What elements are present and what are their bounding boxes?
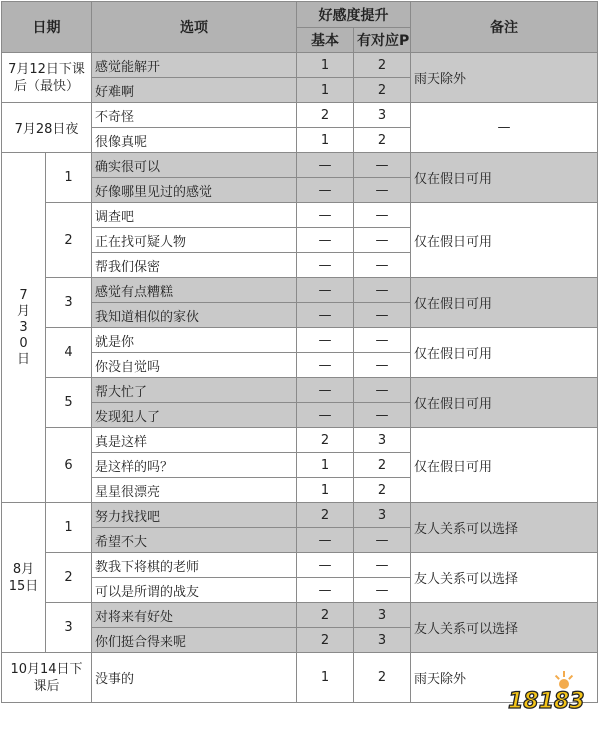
remark-cell: 仅在假日可用 <box>411 203 598 278</box>
matching-cell: — <box>354 378 411 403</box>
matching-cell: — <box>354 253 411 278</box>
sub-number: 6 <box>46 428 92 503</box>
remark-cell: 仅在假日可用 <box>411 278 598 328</box>
option-cell: 对将来有好处 <box>92 603 297 628</box>
remark-cell: — <box>411 103 598 153</box>
date-cell: 7月30日 <box>2 153 46 503</box>
option-cell: 你们挺合得来呢 <box>92 628 297 653</box>
basic-cell: 2 <box>297 428 354 453</box>
option-cell: 希望不大 <box>92 528 297 553</box>
basic-cell: — <box>297 303 354 328</box>
option-cell: 我知道相似的家伙 <box>92 303 297 328</box>
option-cell: 好像哪里见过的感觉 <box>92 178 297 203</box>
option-cell: 可以是所谓的战友 <box>92 578 297 603</box>
date-cell: 7月12日下课后（最快） <box>2 53 92 103</box>
option-cell: 就是你 <box>92 328 297 353</box>
sub-number: 2 <box>46 553 92 603</box>
matching-cell: — <box>354 178 411 203</box>
option-cell: 是这样的吗？ <box>92 453 297 478</box>
option-cell: 真是这样 <box>92 428 297 453</box>
header-basic: 基本 <box>297 28 354 53</box>
affinity-table <box>1 1 598 703</box>
header-remark: 备注 <box>411 2 598 53</box>
matching-cell: — <box>354 553 411 578</box>
basic-cell: 1 <box>297 453 354 478</box>
basic-cell: 1 <box>297 478 354 503</box>
option-cell: 教我下将棋的老师 <box>92 553 297 578</box>
remark-cell: 友人关系可以选择 <box>411 603 598 653</box>
remark-cell: 仅在假日可用 <box>411 153 598 203</box>
remark-cell: 友人关系可以选择 <box>411 503 598 553</box>
basic-cell: — <box>297 228 354 253</box>
matching-cell: — <box>354 528 411 553</box>
matching-cell: — <box>354 403 411 428</box>
basic-cell: — <box>297 178 354 203</box>
logo-sun-icon <box>555 671 573 689</box>
matching-cell: 2 <box>354 128 411 153</box>
matching-cell: 3 <box>354 103 411 128</box>
sub-number: 3 <box>46 278 92 328</box>
matching-cell: 2 <box>354 78 411 103</box>
basic-cell: — <box>297 578 354 603</box>
basic-cell: — <box>297 278 354 303</box>
matching-cell: 2 <box>354 453 411 478</box>
option-cell: 没事的 <box>92 653 297 703</box>
option-cell: 帮大忙了 <box>92 378 297 403</box>
option-cell: 不奇怪 <box>92 103 297 128</box>
option-cell: 正在找可疑人物 <box>92 228 297 253</box>
matching-cell: — <box>354 578 411 603</box>
matching-cell: — <box>354 203 411 228</box>
header-affinity: 好感度提升 <box>297 2 411 28</box>
date-cell: 10月14日下课后 <box>2 653 92 703</box>
remark-cell: 雨天除外 <box>411 53 598 103</box>
matching-cell: — <box>354 278 411 303</box>
basic-cell: 1 <box>297 53 354 78</box>
matching-cell: 2 <box>354 53 411 78</box>
sub-number: 4 <box>46 328 92 378</box>
remark-cell: 仅在假日可用 <box>411 328 598 378</box>
remark-cell: 仅在假日可用 <box>411 428 598 503</box>
remark-cell: 雨天除外 <box>411 653 598 703</box>
basic-cell: 1 <box>297 653 354 703</box>
sub-number: 1 <box>46 503 92 553</box>
basic-cell: 2 <box>297 603 354 628</box>
basic-cell: — <box>297 353 354 378</box>
logo-text: 18183 <box>508 689 585 714</box>
basic-cell: — <box>297 403 354 428</box>
matching-cell: 3 <box>354 428 411 453</box>
basic-cell: 1 <box>297 78 354 103</box>
remark-cell: 友人关系可以选择 <box>411 553 598 603</box>
option-cell: 你没自觉吗 <box>92 353 297 378</box>
option-cell: 好难啊 <box>92 78 297 103</box>
remark-cell: 仅在假日可用 <box>411 378 598 428</box>
matching-cell: 2 <box>354 478 411 503</box>
matching-cell: — <box>354 303 411 328</box>
matching-cell: 3 <box>354 503 411 528</box>
option-cell: 星星很漂亮 <box>92 478 297 503</box>
watermark-logo-icon <box>504 670 586 716</box>
option-cell: 确实很可以 <box>92 153 297 178</box>
sub-number: 5 <box>46 378 92 428</box>
basic-cell: — <box>297 553 354 578</box>
matching-cell: 3 <box>354 603 411 628</box>
basic-cell: — <box>297 203 354 228</box>
sub-number: 1 <box>46 153 92 203</box>
option-cell: 感觉有点糟糕 <box>92 278 297 303</box>
header-option: 选项 <box>92 2 297 53</box>
basic-cell: — <box>297 328 354 353</box>
date-cell: 8月15日 <box>2 503 46 653</box>
basic-cell: — <box>297 253 354 278</box>
option-cell: 感觉能解开 <box>92 53 297 78</box>
matching-cell: 2 <box>354 653 411 703</box>
basic-cell: — <box>297 153 354 178</box>
matching-cell: — <box>354 328 411 353</box>
matching-cell: — <box>354 353 411 378</box>
option-cell: 很像真呢 <box>92 128 297 153</box>
option-cell: 努力找找吧 <box>92 503 297 528</box>
matching-cell: — <box>354 228 411 253</box>
option-cell: 调查吧 <box>92 203 297 228</box>
matching-cell: 3 <box>354 628 411 653</box>
sub-number: 2 <box>46 203 92 278</box>
matching-cell: — <box>354 153 411 178</box>
basic-cell: — <box>297 528 354 553</box>
basic-cell: — <box>297 378 354 403</box>
option-cell: 发现犯人了 <box>92 403 297 428</box>
date-cell: 7月28日夜 <box>2 103 92 153</box>
sub-number: 3 <box>46 603 92 653</box>
basic-cell: 2 <box>297 503 354 528</box>
option-cell: 帮我们保密 <box>92 253 297 278</box>
header-matching: 有对应P <box>354 28 411 53</box>
basic-cell: 2 <box>297 103 354 128</box>
basic-cell: 1 <box>297 128 354 153</box>
header-date: 日期 <box>2 2 92 53</box>
basic-cell: 2 <box>297 628 354 653</box>
